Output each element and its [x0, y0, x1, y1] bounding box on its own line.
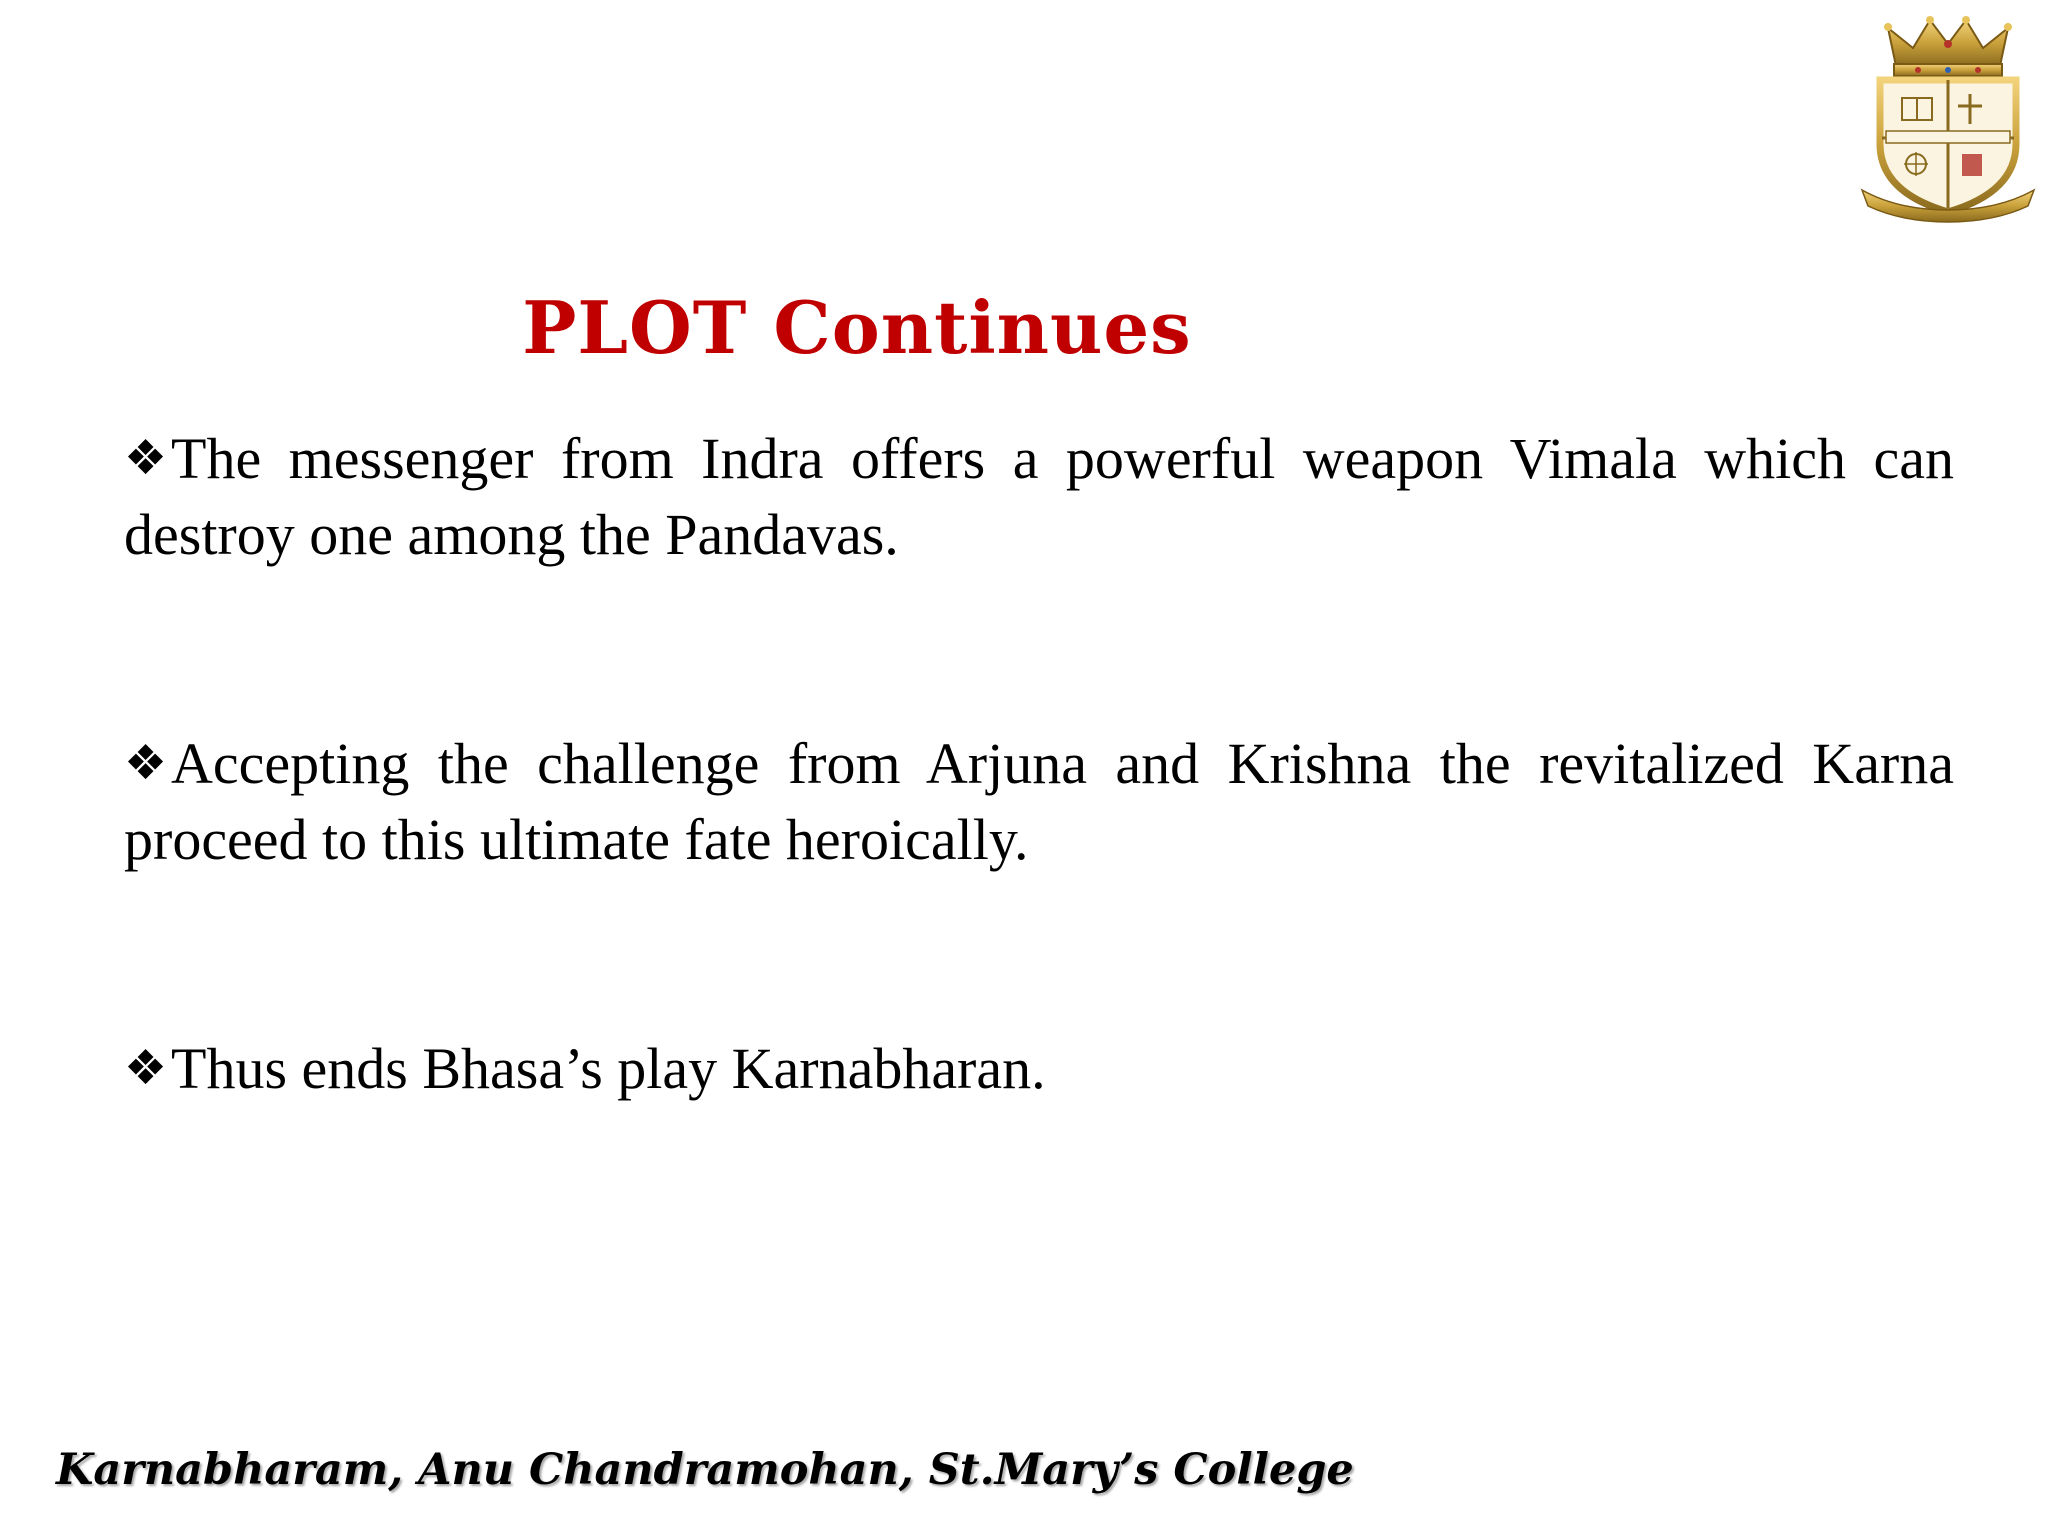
bullet-item	[124, 725, 1954, 878]
slide-footer: Karnabharam, Anu Chandramohan, St.Mary’s College	[56, 1445, 1354, 1495]
crown-icon	[1884, 16, 2012, 76]
bullet-item	[124, 1030, 1954, 1107]
bullet-text: Thus ends Bhasa’s play Karnabharan.	[171, 1036, 1046, 1101]
bullet-text: Accepting the challenge from Arjuna and Krishna the revitalized Karna proceed to this ultimate fate heroically.	[124, 731, 1954, 872]
diamond-bullet-icon: ❖	[124, 1040, 168, 1096]
slide-title: PLOT Continues	[522, 285, 1192, 370]
bullet-text: The messenger from Indra offers a powerful weapon Vimala which can destroy one among the Pandavas.	[124, 426, 1954, 567]
diamond-bullet-icon: ❖	[124, 430, 168, 486]
bullet-list	[124, 420, 1954, 1107]
diamond-bullet-icon: ❖	[124, 735, 168, 791]
college-crest-icon	[1858, 14, 2038, 224]
shield-icon	[1880, 80, 2016, 212]
bullet-item	[124, 420, 1954, 573]
